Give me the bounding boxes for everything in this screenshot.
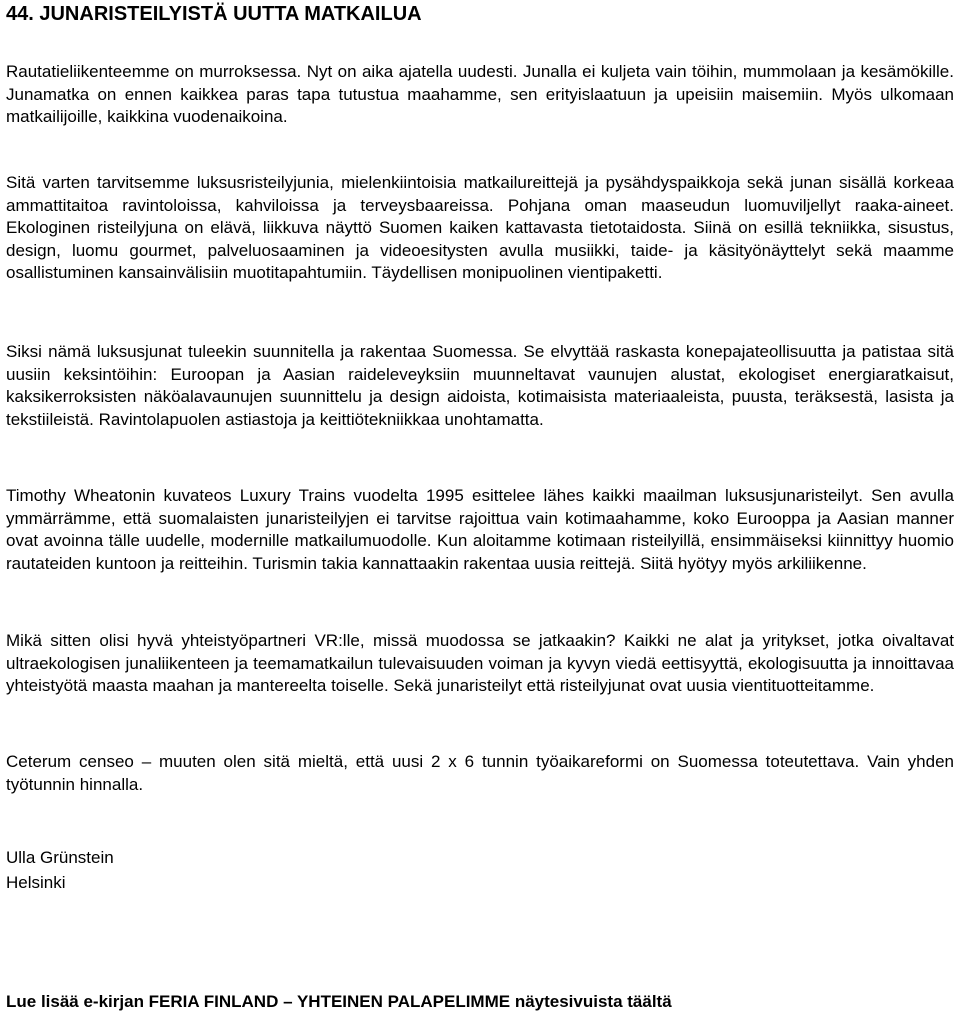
paragraph-wheaton: Timothy Wheatonin kuvateos Luxury Trains vuodelta 1995 esittelee lähes kaikki maailman luksusjunaristeilyt. Sen avulla ymmärrämme, että suomalaisten junaristeilyjen ei tarvitse rajoittua vain kotimaahamme, koko Eurooppa ja Aasian manner ovat avoinna tälle uudelle, modernille matkailumuodolle. Kun aloitamme kotimaan risteilyillä, ensimmäiseksi kiinnittyy huomio rautateiden kuntoon ja reitteihin. Turismin takia kannattaakin rakentaa uusia reittejä. Siitä hyötyy myös arkiliikenne.: [6, 486, 954, 573]
paragraph-partners: Mikä sitten olisi hyvä yhteistyöpartneri VR:lle, missä muodossa se jatkaakin? Kaikki ne alat ja yritykset, jotka oivaltavat ultraekologisen junaliikenteen ja teemamatkailun tulevaisuuden voiman ja kyvyn viedä eettisyyttä, ekologisuutta ja innoittavaa yhteistyötä maasta maahan ja mantereelta toiselle. Sekä junaristeilyt että risteilyjunat ovat uusia vientituotteitamme.: [6, 631, 954, 696]
chapter-heading: 44. JUNARISTEILYISTÄ UUTTA MATKAILUA: [6, 3, 422, 25]
paragraph-intro: Rautatieliikenteemme on murroksessa. Nyt on aika ajatella uudesti. Junalla ei kuljeta vain töihin, mummolaan ja kesämökille. Junamatka on ennen kaikkea paras tapa tutustua maahamme, sen erityislaatuun ja upeisiin maisemiin. Myös ulkomaan matkailijoille, kaikkina vuodenaikoina.: [6, 62, 954, 127]
read-more-link[interactable]: Lue lisää e-kirjan FERIA FINLAND – YHTEINEN PALAPELIMME näytesivuista täältä: [6, 992, 672, 1011]
paragraph-ceterum-censeo: Ceterum censeo – muuten olen sitä mieltä, että uusi 2 x 6 tunnin työaikareformi on Suomessa toteutettava. Vain yhden työtunnin hinnalla.: [6, 752, 954, 794]
signature-city: Helsinki: [6, 873, 66, 892]
signature-name: Ulla Grünstein: [6, 848, 114, 867]
paragraph-manufacturing: Siksi nämä luksusjunat tuleekin suunnitella ja rakentaa Suomessa. Se elvyttää raskasta konepajateollisuutta ja patistaa sitä uusiin keksintöihin: Euroopan ja Aasian raideleveyksiin muunneltavat vaunujen alustat, ekologiset energiaratkaisut, kaksikerroksisten näköalavaunujen suunnittelu ja design aidoista, kotimaisista materiaaleista, puusta, teräksestä, lasista ja tekstiileistä. Ravintolapuolen astiastoja ja keittiötekniikkaa unohtamatta.: [6, 342, 954, 429]
paragraph-luxury-trains: Sitä varten tarvitsemme luksusristeilyjunia, mielenkiintoisia matkailureittejä ja pysähdyspaikkoja sekä junan sisällä korkeaa ammattitaitoa ravintoloissa, kahviloissa ja terveysbaareissa. Pohjana oman maaseudun luomuviljellyt raaka-aineet. Ekologinen risteilyjuna on elävä, liikkuva näyttö Suomen kaiken kattavasta tietotaidosta. Siinä on esillä tekniikka, sisustus, design, luomu gourmet, palveluosaaminen ja videoesitysten avulla musiikki, taide- ja käsityönäyttelyt sekä maamme osallistuminen kansainvälisiin muotitapahtumiin. Täydellisen monipuolinen vientipaketti.: [6, 173, 954, 283]
